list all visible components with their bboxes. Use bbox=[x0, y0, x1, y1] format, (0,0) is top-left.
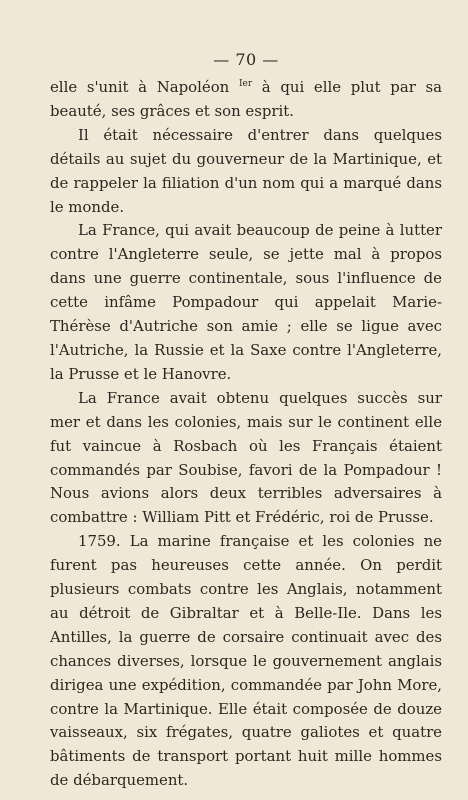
ordinal-superscript: Ier bbox=[238, 79, 253, 90]
page-body bbox=[50, 76, 442, 793]
paragraph-5: 1759. La marine française et les colonies ne furent pas heureuses cette année. On perdit plusieurs combats contre les Anglais, notamment au détroit de Gibraltar et à Belle-Ile. Dans les Antilles, la guerre de corsaire continuait avec des chances diverses, lorsque le gouvernement anglais dirigea une expédition, commandée par John More, contre la Martinique. Elle était composée de douze vaisseaux, six frégates, quatre galiotes et quatre bâtiments de transport portant huit mille hommes de débarquement. bbox=[50, 532, 442, 790]
paragraph-2: Il était nécessaire d'entrer dans quelques détails au sujet du gouverneur de la Martinique, et de rappeler la filiation d'un nom qui a marqué dans le monde. bbox=[50, 125, 442, 216]
paragraph-1-text-b: à qui elle plut par sa beauté, ses grâces et son esprit. bbox=[50, 78, 443, 120]
paragraph-4: La France avait obtenu quelques succès sur mer et dans les colonies, mais sur le continent elle fut vaincue à Rosbach où les Français étaient commandés par Soubise, favori de la Pompadour ! Nous avions alors deux terribles adversaires à combattre : William Pitt et Frédéric, roi de Prusse. bbox=[50, 388, 442, 527]
paragraph-1-text-a: elle s'unit à Napoléon bbox=[50, 78, 239, 96]
page-number: — 70 — bbox=[213, 50, 279, 69]
paragraph-1 bbox=[50, 76, 442, 124]
paragraph-3: La France, qui avait beaucoup de peine à lutter contre l'Angleterre seule, se jette mal à propos dans une guerre continentale, sous l'influence de cette infâme Pompadour qui appelait Marie-Thérèse d'Autriche son amie ; elle se ligue avec l'Autriche, la Russie et la Saxe contre l'Angleterre, la Prusse et le Hanovre. bbox=[50, 221, 442, 383]
